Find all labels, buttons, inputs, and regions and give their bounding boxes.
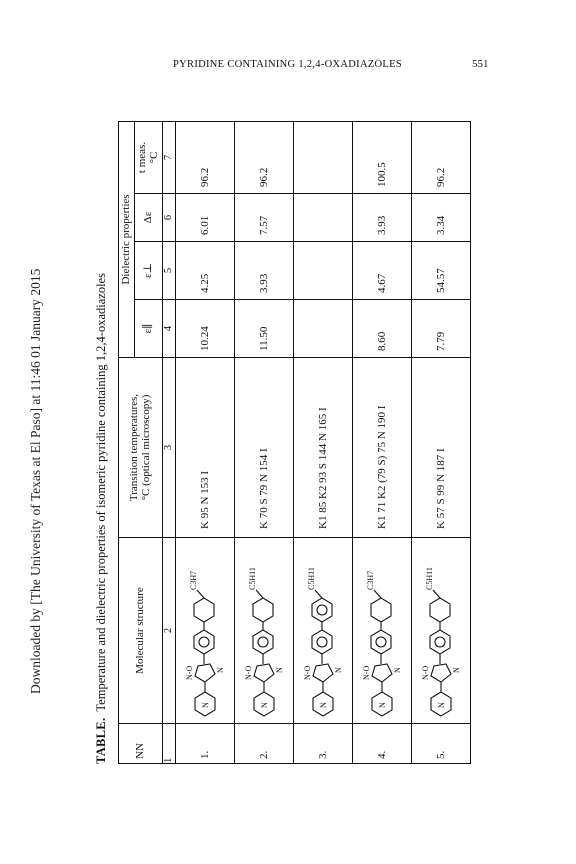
header-eps-parallel: ε∥ [134,300,162,358]
oxadiazole-no-label: N-O [243,665,253,680]
second-ring [253,598,273,622]
running-title: PYRIDINE CONTAINING 1,2,4-OXADIAZOLES [173,59,402,70]
delta-epsilon: 7.57 [234,194,293,242]
delta-epsilon: 3.93 [352,194,411,242]
molecular-structure [352,538,411,724]
second-ring [430,598,450,622]
molecular-structure [234,538,293,724]
epsilon-parallel: 7.79 [411,300,470,358]
header-eps-perp: ε⊥ [134,242,162,300]
col-number: 2 [162,538,175,724]
header-dielectric: Dielectric properties [119,121,135,357]
header-transition [119,358,163,538]
oxadiazole-n-label: N [274,667,284,673]
row-number: 1. [175,724,234,764]
oxadiazole-no-label: N-O [302,665,312,680]
epsilon-parallel [293,300,352,358]
table-row [175,121,234,763]
measurement-temperature: 96.2 [411,121,470,193]
structure-drawing [356,540,408,720]
structure-drawing [238,540,290,720]
benzene-ring [371,630,391,654]
epsilon-perpendicular [293,242,352,300]
benzene-ring [253,630,273,654]
oxadiazole-n-label: N [333,667,343,673]
transition-temperatures: K 57 S 99 N 187 I [411,358,470,538]
pyridine-n-label: N [259,702,269,708]
epsilon-perpendicular: 54.57 [411,242,470,300]
benzene-ring [312,630,332,654]
benzene-ring [194,630,214,654]
row-number: 3. [293,724,352,764]
measurement-temperature: 96.2 [175,121,234,193]
oxadiazole-no-label: N-O [361,665,371,680]
benzene-ring [430,630,450,654]
pyridine-n-label: N [200,702,210,708]
oxadiazole-n-label: N [215,667,225,673]
oxadiazole-ring [431,664,451,682]
col-number: 4 [162,300,175,358]
structure-drawing [179,540,231,720]
table-row [411,121,470,763]
structure-drawing [415,540,467,720]
col-number: 1 [162,724,175,764]
epsilon-perpendicular: 3.93 [234,242,293,300]
epsilon-parallel: 10.24 [175,300,234,358]
row-number: 5. [411,724,470,764]
oxadiazole-n-label: N [451,667,461,673]
epsilon-parallel: 8.60 [352,300,411,358]
table-row [234,121,293,763]
epsilon-perpendicular: 4.67 [352,242,411,300]
row-number: 4. [352,724,411,764]
oxadiazole-no-label: N-O [420,665,430,680]
transition-temperatures: K 95 N 153 I [175,358,234,538]
oxadiazole-n-label: N [392,667,402,673]
delta-epsilon: 3.34 [411,194,470,242]
header-nn: NN [119,724,163,764]
molecular-structure [175,538,234,724]
second-ring [312,598,332,622]
col-number: 3 [162,358,175,538]
structure-drawing [297,540,349,720]
col-number: 5 [162,242,175,300]
table-caption [94,273,109,764]
molecular-structure [293,538,352,724]
second-ring [194,598,214,622]
col-number: 6 [162,194,175,242]
col-number: 7 [162,121,175,193]
alkyl-tail-label: C5H11 [306,567,316,590]
epsilon-parallel: 11.50 [234,300,293,358]
alkyl-tail-label: C5H11 [247,567,257,590]
page-number: 551 [472,58,489,70]
header-t-meas [134,121,162,193]
alkyl-tail-label: C3H7 [188,570,198,590]
table-row [293,121,352,763]
measurement-temperature [293,121,352,193]
second-ring [371,598,391,622]
pyridine-n-label: N [436,702,446,708]
alkyl-tail-label: C5H11 [424,567,434,590]
table-row [352,121,411,763]
oxadiazole-ring [195,664,215,682]
epsilon-perpendicular: 4.25 [175,242,234,300]
measurement-temperature: 100.5 [352,121,411,193]
oxadiazole-ring [372,664,392,682]
row-number: 2. [234,724,293,764]
transition-temperatures: K 70 S 79 N 154 I [234,358,293,538]
header-t-meas-text: t meas. °C [135,141,161,174]
transition-temperatures: K1 71 K2 (79 S) 75 N 190 I [352,358,411,538]
header-delta-eps: Δε [134,194,162,242]
rotated-table-block [94,120,526,764]
column-number-row [162,121,175,763]
measurement-temperature: 96.2 [234,121,293,193]
oxadiazole-ring [254,664,274,682]
properties-table [118,121,471,764]
transition-temperatures: K1 85 K2 93 S 144 N 165 I [293,358,352,538]
caption-text: Temperature and dielectric properties of isomeric pyridine containing 1,2,4-oxadiazoles [94,273,108,712]
pyridine-n-label: N [377,702,387,708]
oxadiazole-ring [313,664,333,682]
download-notice: Downloaded by [The University of Texas at El Paso] at 11:46 01 January 2015 [28,268,43,694]
caption-label: TABLE. [94,717,108,764]
delta-epsilon: 6.01 [175,194,234,242]
header-structure: Molecular structure [119,538,163,724]
molecular-structure [411,538,470,724]
header-transition-text: Transition temperatures, °C (optical microscopy) [127,393,153,502]
alkyl-tail-label: C3H7 [365,570,375,590]
delta-epsilon [293,194,352,242]
pyridine-n-label: N [318,702,328,708]
oxadiazole-no-label: N-O [184,665,194,680]
